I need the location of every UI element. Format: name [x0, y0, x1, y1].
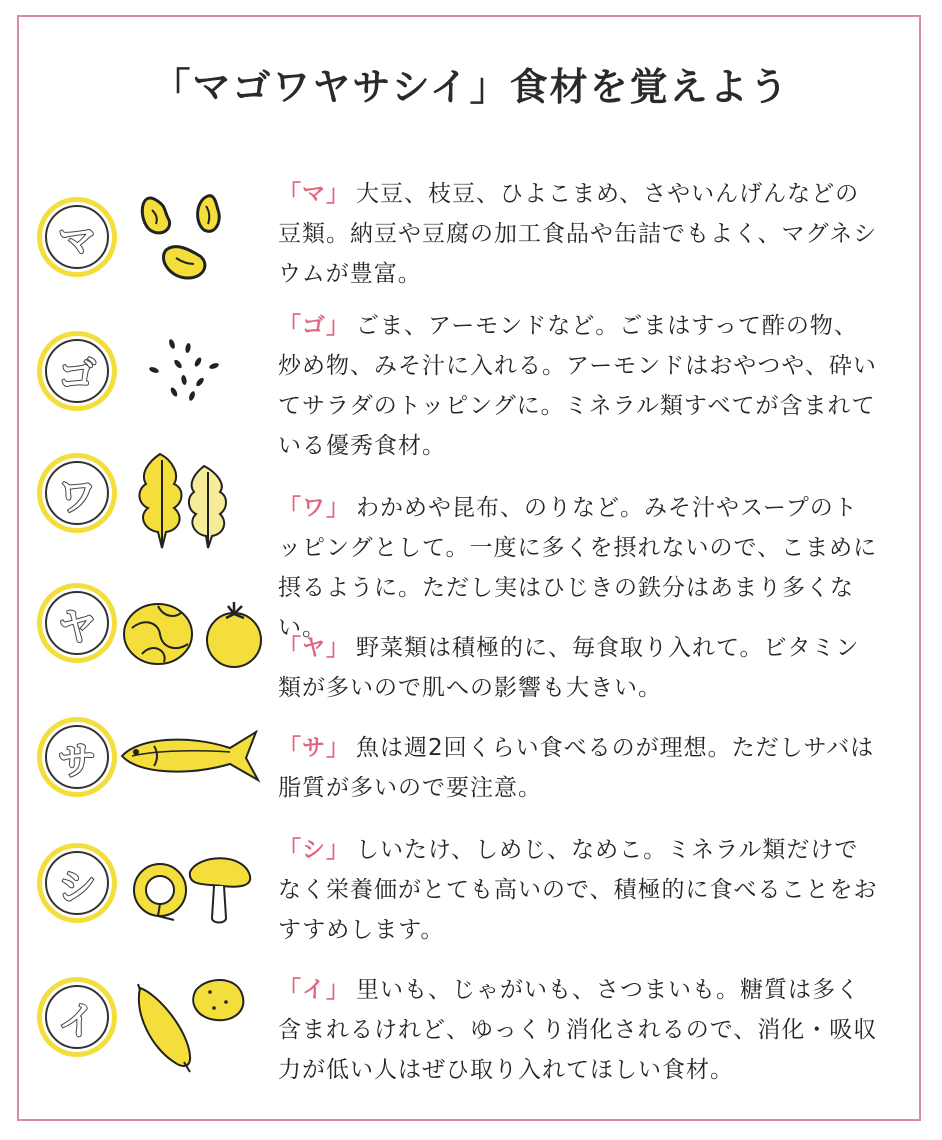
food-text: 野菜類は積極的に、毎食取り入れて。ビタミン類が多いので肌への影響も大きい。: [278, 635, 860, 701]
kana-letter: シ: [45, 851, 109, 915]
kana-badge: [42, 588, 112, 658]
kana-badge: [42, 982, 112, 1052]
fish-icon: [118, 702, 258, 812]
seaweed-icon: [118, 444, 258, 554]
kana-mark: 「ワ」: [278, 495, 350, 521]
kana-mark: 「ゴ」: [278, 313, 350, 339]
sesame-seeds-icon: [118, 326, 258, 436]
potato-icon: [118, 970, 258, 1080]
kana-mark: 「ヤ」: [278, 635, 350, 661]
kana-letter: サ: [45, 725, 109, 789]
kana-badge: [42, 336, 112, 406]
kana-badge: [42, 848, 112, 918]
food-description: [278, 728, 878, 808]
food-text: 大豆、枝豆、ひよこまめ、さやいんげんなどの豆類。納豆や豆腐の加工食品や缶詰でもよく、マグネシウムが豊富。: [278, 181, 878, 287]
food-description: [278, 306, 878, 466]
kana-letter: イ: [45, 985, 109, 1049]
kana-letter: マ: [45, 205, 109, 269]
vegetables-icon: [118, 578, 258, 688]
food-text: 魚は週2回くらい食べるのが理想。ただしサバは脂質が多いので要注意。: [278, 735, 875, 801]
food-text: わかめや昆布、のりなど。みそ汁やスープのトッピングとして。一度に多くを摂れないので、こまめに摂るように。ただし実はひじきの鉄分はあまり多くない。: [278, 495, 878, 641]
kana-badge: [42, 722, 112, 792]
kana-mark: 「サ」: [278, 735, 350, 761]
kana-letter: ゴ: [45, 339, 109, 403]
kana-badge: [42, 202, 112, 272]
kana-letter: ワ: [45, 461, 109, 525]
kana-mark: 「イ」: [278, 977, 350, 1003]
kana-letter: ヤ: [45, 591, 109, 655]
page-title: 「マゴワヤサシイ」食材を覚えよう: [152, 65, 790, 109]
food-text: しいたけ、しめじ、なめこ。ミネラル類だけでなく栄養価がとても高いので、積極的に食べることをおすすめします。: [278, 837, 878, 943]
food-text: 里いも、じゃがいも、さつまいも。糖質は多く含まれるけれど、ゆっくり消化されるので、消化・吸収力が低い人はぜひ取り入れてほしい食材。: [278, 977, 878, 1083]
kana-badge: [42, 458, 112, 528]
kana-mark: 「マ」: [278, 181, 350, 207]
food-description: [278, 174, 878, 294]
food-text: ごま、アーモンドなど。ごまはすって酢の物、炒め物、みそ汁に入れる。アーモンドはおやつや、砕いてサラダのトッピングに。ミネラル類すべてが含まれている優秀食材。: [278, 313, 877, 459]
food-description: [278, 628, 878, 708]
kana-mark: 「シ」: [278, 837, 350, 863]
food-description: [278, 488, 878, 648]
mushroom-icon: [118, 844, 258, 954]
food-description: [278, 970, 878, 1090]
food-description: [278, 830, 878, 950]
beans-icon: [118, 180, 258, 290]
